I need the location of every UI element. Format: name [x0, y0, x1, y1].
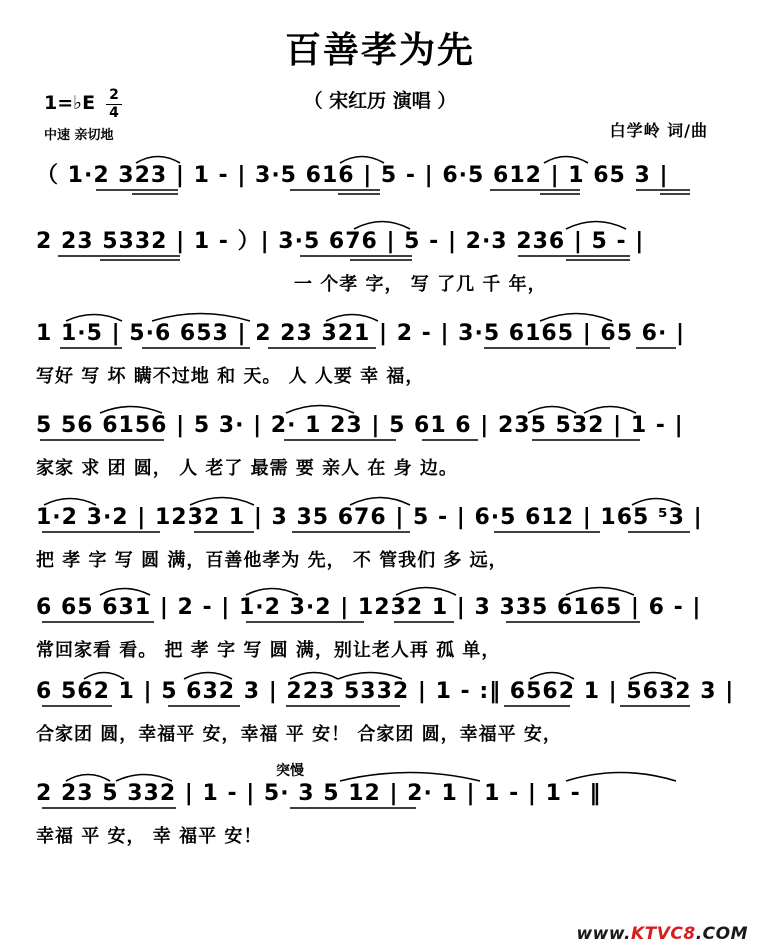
score-system-3 — [36, 318, 736, 414]
time-signature-top: 2 — [109, 87, 119, 103]
lyrics-line: 一 个孝 字， 写 了几 千 年， — [294, 274, 547, 295]
watermark-prefix: www. — [576, 924, 631, 944]
time-signature-bottom: 4 — [109, 105, 119, 121]
author-credit: 白学岭 词/曲 — [609, 121, 708, 140]
score-system-7 — [36, 676, 736, 772]
notation-line: 5 56 6156 | 5 3· | 2· 1 23 | 5 61 6 | 235 532 | 1 - | — [36, 413, 684, 438]
lyrics-line: 把 孝 字 写 圆 满，百善他孝为 先， 不 管我们 多 远， — [36, 550, 508, 571]
score-system-4 — [36, 410, 736, 506]
tempo-annotation: 突慢 — [276, 763, 304, 779]
score-system-8 — [36, 778, 736, 874]
watermark-brand: KTVC8 — [630, 924, 696, 944]
site-watermark — [576, 924, 748, 944]
score-system-6 — [36, 592, 736, 688]
notation-line: 1·2 3·2 | 1232 1 | 3 35 676 | 5 - | 6·5 612 | 165 ⁵3 | — [36, 505, 703, 530]
score-system-5 — [36, 502, 736, 598]
watermark-suffix: .COM — [695, 924, 748, 944]
notation-line: 6 562 1 | 5 632 3 | 223 5332 | 1 - :‖ 6562 1 | 5632 3 | — [36, 679, 735, 704]
tempo-marking: 中速 亲切地 — [44, 128, 114, 143]
notation-line: 6 65 631 | 2 - | 1·2 3·2 | 1232 1 | 3 335 6165 | 6 - | — [36, 595, 702, 620]
performer-subtitle: （ 宋红历 演唱 ） — [303, 90, 457, 112]
notation-line: 2 23 5332 | 1 - ）| 3·5 676 | 5 - | 2·3 236 | 5 - | — [36, 229, 645, 254]
score-system-2 — [36, 226, 736, 322]
lyrics-line: 幸福 平 安， 幸 福平 安！ — [36, 826, 263, 847]
time-signature — [104, 88, 124, 121]
lyrics-line: 家家 求 团 圆， 人 老了 最需 要 亲人 在 身 边。 — [36, 458, 458, 479]
notation-line: 1 1·5 | 5·6 653 | 2 23 321 | 2 - | 3·5 6165 | 65 6· | — [36, 321, 686, 346]
notation-line: 2 23 5 332 | 1 - | 5· 3 5 12 | 2· 1 | 1 - | 1 - ‖ — [36, 781, 602, 806]
key-signature: 1=♭E — [44, 92, 96, 114]
lyrics-line: 写好 写 坏 瞒不过地 和 天。 人 人要 幸 福， — [36, 366, 425, 387]
notation-line: （ 1·2 323 | 1 - | 3·5 616 | 5 - | 6·5 612 | 1 65 3 | — [36, 163, 669, 188]
lyrics-line: 常回家看 看。 把 孝 字 写 圆 满，别让老人再 孤 单， — [36, 640, 501, 661]
lyrics-line: 合家团 圆，幸福平 安，幸福 平 安！ 合家团 圆，幸福平 安， — [36, 724, 562, 745]
page-title: 百善孝为先 — [284, 30, 475, 71]
